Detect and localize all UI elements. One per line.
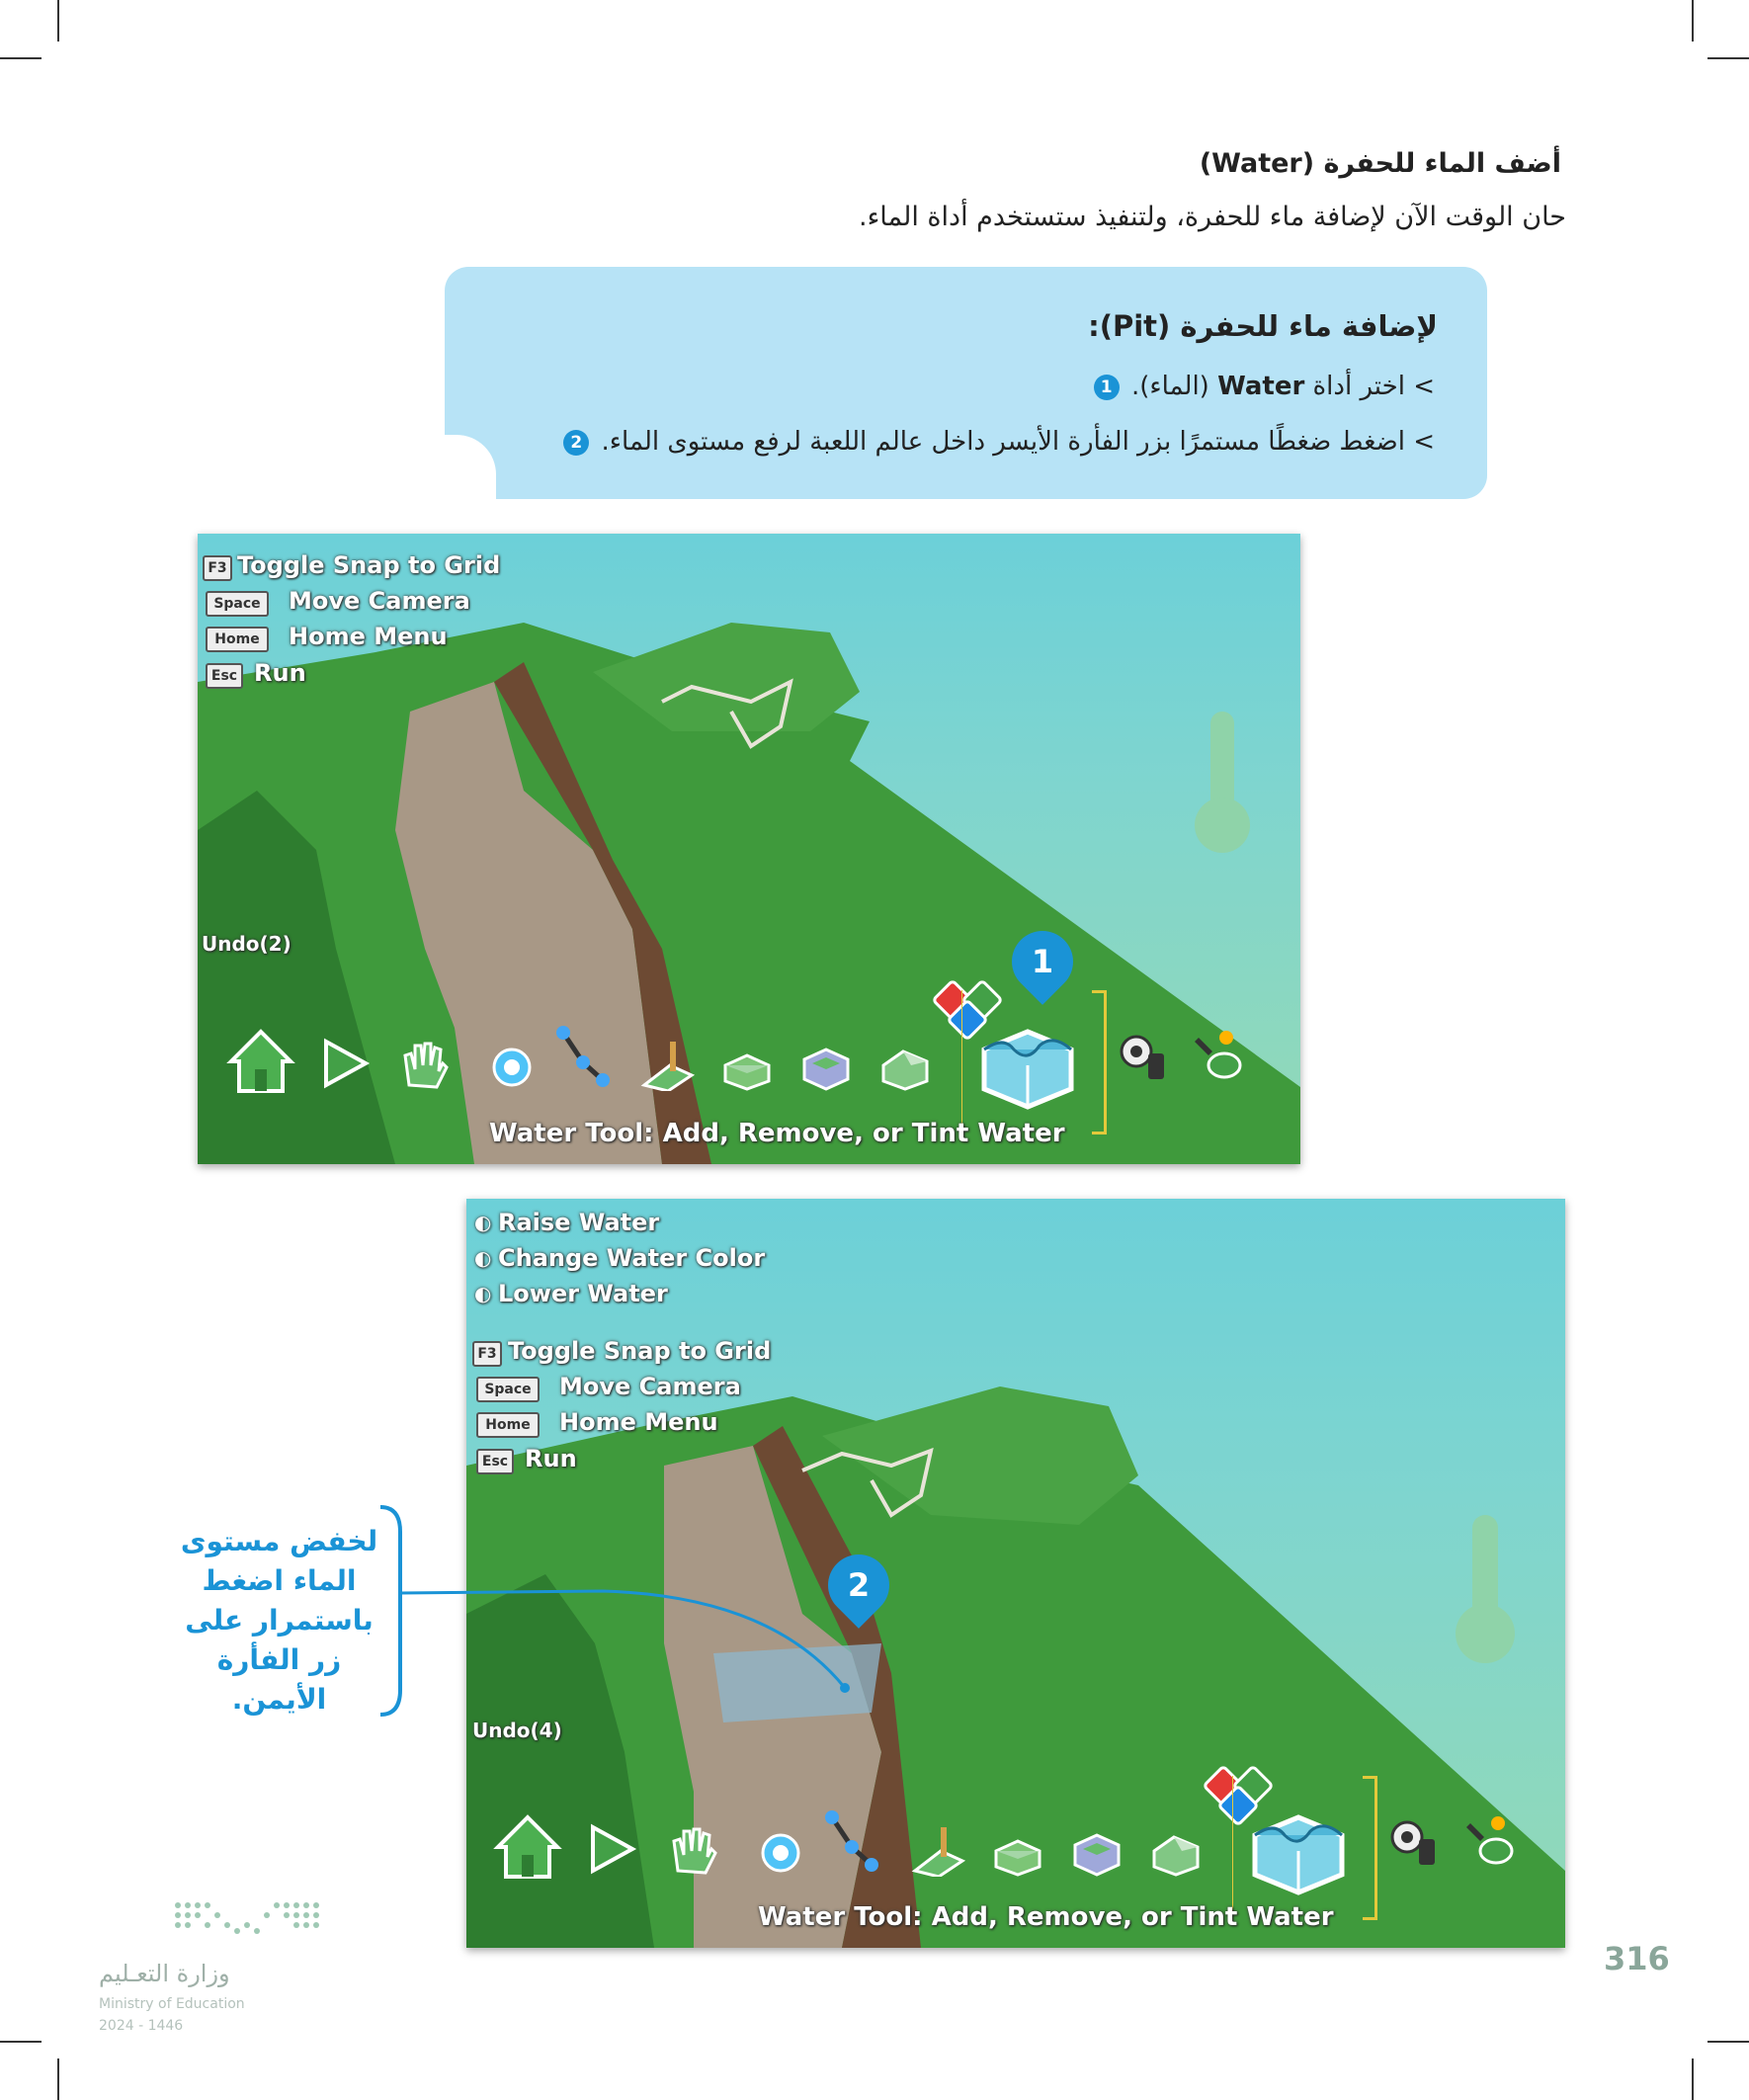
water-tool-icon[interactable]: [1245, 1802, 1352, 1900]
path-icon[interactable]: [553, 1023, 613, 1092]
hint-label: Lower Water: [498, 1280, 668, 1307]
tool-status-text: Water Tool: Add, Remove, or Tint Water: [489, 1119, 1065, 1148]
path-icon[interactable]: [822, 1807, 881, 1877]
step-marker-1: 1: [999, 918, 1086, 1005]
crop-mark: [0, 57, 42, 59]
selection-bracket: [1092, 990, 1107, 1134]
callout-text: لخفض مستوى الماء اضغط باستمرار على زر الفأرة الأيمن.: [180, 1525, 378, 1716]
key-space: Space: [206, 591, 269, 617]
hint-label: Run: [254, 659, 306, 687]
step-marker-2: 2: [815, 1542, 902, 1629]
settings-icon[interactable]: [1191, 1028, 1246, 1083]
selection-bracket: [1363, 1776, 1377, 1920]
mouse-icon: ◐: [474, 1211, 492, 1234]
key-space: Space: [476, 1377, 540, 1402]
hint-label: Run: [525, 1445, 577, 1472]
water-tool-icon[interactable]: [974, 1016, 1081, 1115]
key-f3: F3: [472, 1341, 502, 1367]
home-icon[interactable]: [225, 1026, 296, 1097]
crop-mark: [1692, 0, 1694, 42]
instruction-step-2: > اضغط ضغطًا مستمرًا بزر الفأرة الأيسر داخل عالم اللعبة لرفع مستوى الماء. 2: [447, 427, 1435, 457]
mouse-icon: ◐: [474, 1246, 492, 1270]
hand-icon[interactable]: [664, 1821, 719, 1877]
terrain-lower-icon[interactable]: [798, 1036, 854, 1091]
crop-mark: [1707, 2041, 1749, 2043]
game-screenshot-1: [198, 534, 1300, 1164]
hint-label: Move Camera: [559, 1373, 741, 1400]
grass-icon[interactable]: [640, 1036, 696, 1091]
hint-label: Move Camera: [289, 587, 470, 615]
camera-icon[interactable]: [1387, 1813, 1443, 1869]
hint-label: Change Water Color: [498, 1244, 766, 1272]
crop-mark: [57, 2058, 59, 2100]
key-esc: Esc: [476, 1449, 514, 1474]
ministry-name-english: Ministry of Education: [99, 1996, 245, 2012]
paint-icon[interactable]: [484, 1036, 540, 1091]
hand-icon[interactable]: [395, 1036, 451, 1091]
section-heading: أضف الماء للحفرة (Water): [1199, 148, 1561, 179]
instruction-title: لإضافة ماء للحفرة (Pit):: [1088, 309, 1438, 343]
paint-icon[interactable]: [753, 1821, 808, 1877]
key-home: Home: [206, 627, 269, 652]
step-number-badge: 1: [1094, 375, 1120, 400]
undo-button[interactable]: Undo(4): [472, 1719, 562, 1742]
hint-label: Raise Water: [498, 1209, 660, 1236]
mouse-icon: ◐: [474, 1282, 492, 1305]
undo-button[interactable]: Undo(2): [202, 932, 292, 956]
key-f3: F3: [203, 555, 232, 581]
hint-label: Toggle Snap to Grid: [508, 1337, 772, 1365]
play-icon[interactable]: [316, 1036, 372, 1091]
settings-icon[interactable]: [1462, 1813, 1518, 1869]
terrain-raise-icon[interactable]: [719, 1036, 775, 1091]
instruction-step-1: > اختر أداة Water (الماء). 1: [447, 372, 1435, 401]
play-icon[interactable]: [583, 1821, 638, 1877]
key-home: Home: [476, 1412, 540, 1438]
step-number-badge: 2: [563, 430, 589, 456]
page-number: 316: [1604, 1940, 1670, 1977]
ministry-name-arabic: وزارة التعـليم: [99, 1960, 230, 1987]
crop-mark: [57, 0, 59, 42]
crop-mark: [0, 2041, 42, 2043]
home-icon[interactable]: [492, 1811, 563, 1883]
callout-connector: [375, 1502, 870, 1720]
camera-icon[interactable]: [1117, 1028, 1172, 1083]
tool-status-text: Water Tool: Add, Remove, or Tint Water: [758, 1902, 1334, 1932]
hint-label: Home Menu: [289, 623, 448, 650]
selection-bracket: [1232, 1776, 1233, 1914]
terrain-raise-icon[interactable]: [990, 1821, 1045, 1877]
hint-label: Toggle Snap to Grid: [237, 551, 501, 579]
ministry-logo-icon: [170, 1897, 323, 1939]
selection-bracket: [961, 990, 962, 1129]
hint-label: Home Menu: [559, 1408, 718, 1436]
ministry-year: 2024 - 1446: [99, 2018, 184, 2034]
terrain-flatten-icon[interactable]: [877, 1036, 933, 1091]
crop-mark: [1707, 57, 1749, 59]
terrain-lower-icon[interactable]: [1069, 1821, 1124, 1877]
section-intro: حان الوقت الآن لإضافة ماء للحفرة، ولتنفيذ ستستخدم أداة الماء.: [858, 202, 1566, 232]
grass-icon[interactable]: [911, 1821, 966, 1877]
key-esc: Esc: [206, 663, 243, 689]
crop-mark: [1692, 2058, 1694, 2100]
terrain-flatten-icon[interactable]: [1148, 1821, 1204, 1877]
